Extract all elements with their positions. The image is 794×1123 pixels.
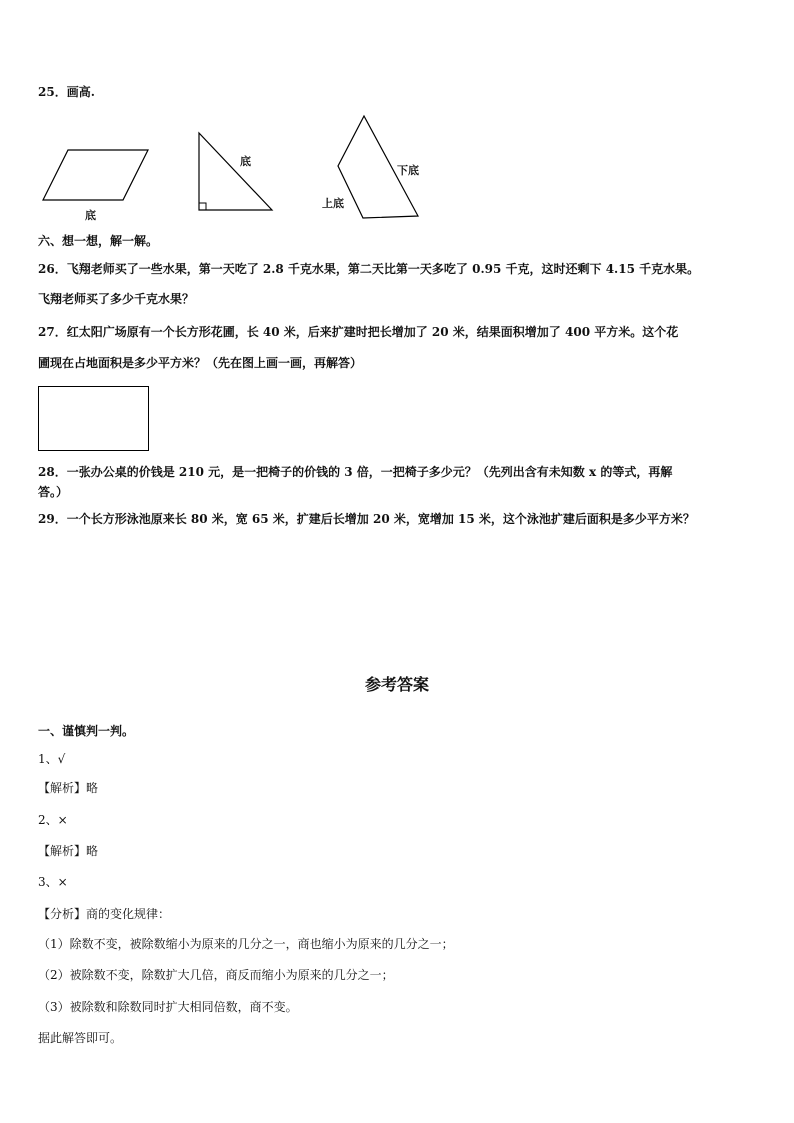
answer-1: 1、√ <box>38 752 66 766</box>
q28-line1: 28．一张办公桌的价钱是 210 元，是一把椅子的价钱的 3 倍，一把椅子多少元？（先列出含有未知数 x 的等式，再解 <box>38 465 673 479</box>
rule-3: （3）被除数和除数同时扩大相同倍数，商不变。 <box>38 1000 298 1014</box>
parallelogram-base-label: 底 <box>85 209 96 222</box>
q29-line1: 29．一个长方形泳池原来长 80 米，宽 65 米，扩建后长增加 20 米，宽增加 15 米，这个泳池扩建后面积是多少平方米？ <box>38 512 695 526</box>
answer-3: 3、× <box>38 875 68 889</box>
q26-line2: 飞翔老师买了多少千克水果？ <box>38 292 195 306</box>
q25-figures <box>0 0 794 240</box>
q27-line2: 圃现在占地面积是多少平方米？（先在图上画一画，再解答） <box>38 356 363 370</box>
triangle-base-label: 底 <box>240 155 251 168</box>
answer-3-note: 【分析】商的变化规律： <box>38 907 171 921</box>
trapezoid-top-label: 上底 <box>322 197 344 210</box>
section-6-heading: 六、想一想，解一解。 <box>38 234 159 248</box>
answer-2: 2、× <box>38 813 68 827</box>
right-triangle-shape <box>199 133 272 210</box>
rule-1: （1）除数不变，被除数缩小为原来的几分之一，商也缩小为原来的几分之一； <box>38 937 454 951</box>
q25-heading: 25．画高. <box>38 85 95 99</box>
parallelogram-shape <box>43 150 148 200</box>
q27-line1: 27．红太阳广场原有一个长方形花圃，长 40 米，后来扩建时把长增加了 20 米，结果面积增加了 400 平方米。这个花 <box>38 325 679 339</box>
answer-2-note: 【解析】略 <box>38 844 99 858</box>
rule-2: （2）被除数不变，除数扩大几倍，商反而缩小为原来的几分之一； <box>38 968 394 982</box>
garden-rectangle <box>38 386 149 451</box>
conclusion: 据此解答即可。 <box>38 1031 123 1045</box>
answers-title: 参考答案 <box>364 675 429 694</box>
q26-line1: 26．飞翔老师买了一些水果，第一天吃了 2.8 千克水果，第二天比第一天多吃了 0.95 千克，这时还剩下 4.15 千克水果。 <box>38 262 700 276</box>
right-angle-mark <box>199 203 206 210</box>
q28-line2: 答。） <box>38 485 69 499</box>
answers-section-1: 一、谨慎判一判。 <box>38 724 135 738</box>
trapezoid-bottom-label: 下底 <box>397 164 419 177</box>
answer-1-note: 【解析】略 <box>38 781 99 795</box>
